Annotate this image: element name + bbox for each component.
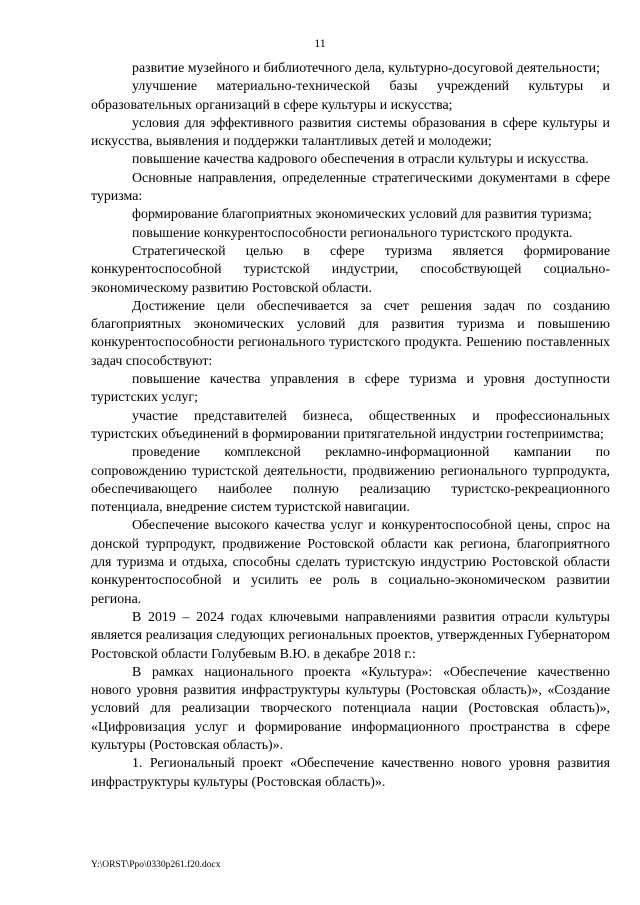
- paragraph: В 2019 – 2024 годах ключевыми направлениями развития отрасли культуры является реализация следующих региональных проектов, утвержденных Губернатором Ростовской области Голубевым В.Ю. в декабре 2018 г.:: [91, 609, 610, 662]
- footer-file-path: Y:\ORST\Ppo\0330p261.f20.docx: [91, 860, 221, 870]
- paragraph: формирование благоприятных экономических условий для развития туризма;: [132, 207, 592, 223]
- paragraph: Основные направления, определенные стратегическими документами в сфере туризма:: [91, 170, 610, 205]
- paragraph: повышение качества управления в сфере туризма и уровня доступности туристских услуг;: [91, 372, 610, 406]
- paragraph: развитие музейного и библиотечного дела, культурно-досуговой деятельности;: [132, 61, 600, 76]
- paragraph: Достижение цели обеспечивается за счет решения задач по созданию благоприятных экономических условий для развития туризма и повышению конкурентоспособности регионального туристского продукта. Решению поставленных задач способствуют:: [91, 298, 610, 369]
- paragraph: повышение конкурентоспособности регионального туристского продукта.: [132, 225, 573, 241]
- paragraph: условия для эффективного развития системы образования в сфере культуры и искусства, выявления и поддержки талантливых детей и молодежи;: [91, 115, 610, 150]
- paragraph: улучшение материально-технической базы учреждений культуры и образовательных организаций в сфере культуры и искусства;: [91, 79, 610, 113]
- paragraph: Обеспечение высокого качества услуг и конкурентоспособной цены, спрос на донской турпродукт, продвижение Ростовской области как региона, благоприятного для туризма и отдыха, способны сделать туристскую индустрию Ростовской области конкурентоспособной и усилить ее роль в социально-экономическом развитии региона.: [91, 518, 610, 607]
- document-body: [91, 60, 610, 792]
- paragraph: повышение качества кадрового обеспечения в отрасли культуры и искусства.: [132, 152, 589, 168]
- page-number: 11: [314, 36, 326, 50]
- paragraph: В рамках национального проекта «Культура»: «Обеспечение качественно нового уровня развития инфраструктуры культуры (Ростовская область)», «Создание условий для реализации творческого потенциала нации (Ростовская область)», «Цифровизация услуг и формирование информационного пространства в сфере культуры (Ростовская область)».: [91, 664, 610, 753]
- paragraph: Стратегической целью в сфере туризма является формирование конкурентоспособной туристской индустрии, способствующей социально-экономическому развитию Ростовской области.: [91, 243, 610, 296]
- paragraph: участие представителей бизнеса, общественных и профессиональных туристских объединений в формировании притягательной индустрии гостеприимства;: [91, 408, 610, 442]
- paragraph: проведение комплексной рекламно-информационной кампании по сопровождению туристской деятельности, продвижению регионального турпродукта, обеспечивающего наиболее полную реализацию туристско-рекреационного потенциала, внедрение систем туристской навигации.: [91, 445, 610, 516]
- paragraph: 1. Региональный проект «Обеспечение качественно нового уровня развития инфраструктуры культуры (Ростовская область)».: [91, 756, 610, 790]
